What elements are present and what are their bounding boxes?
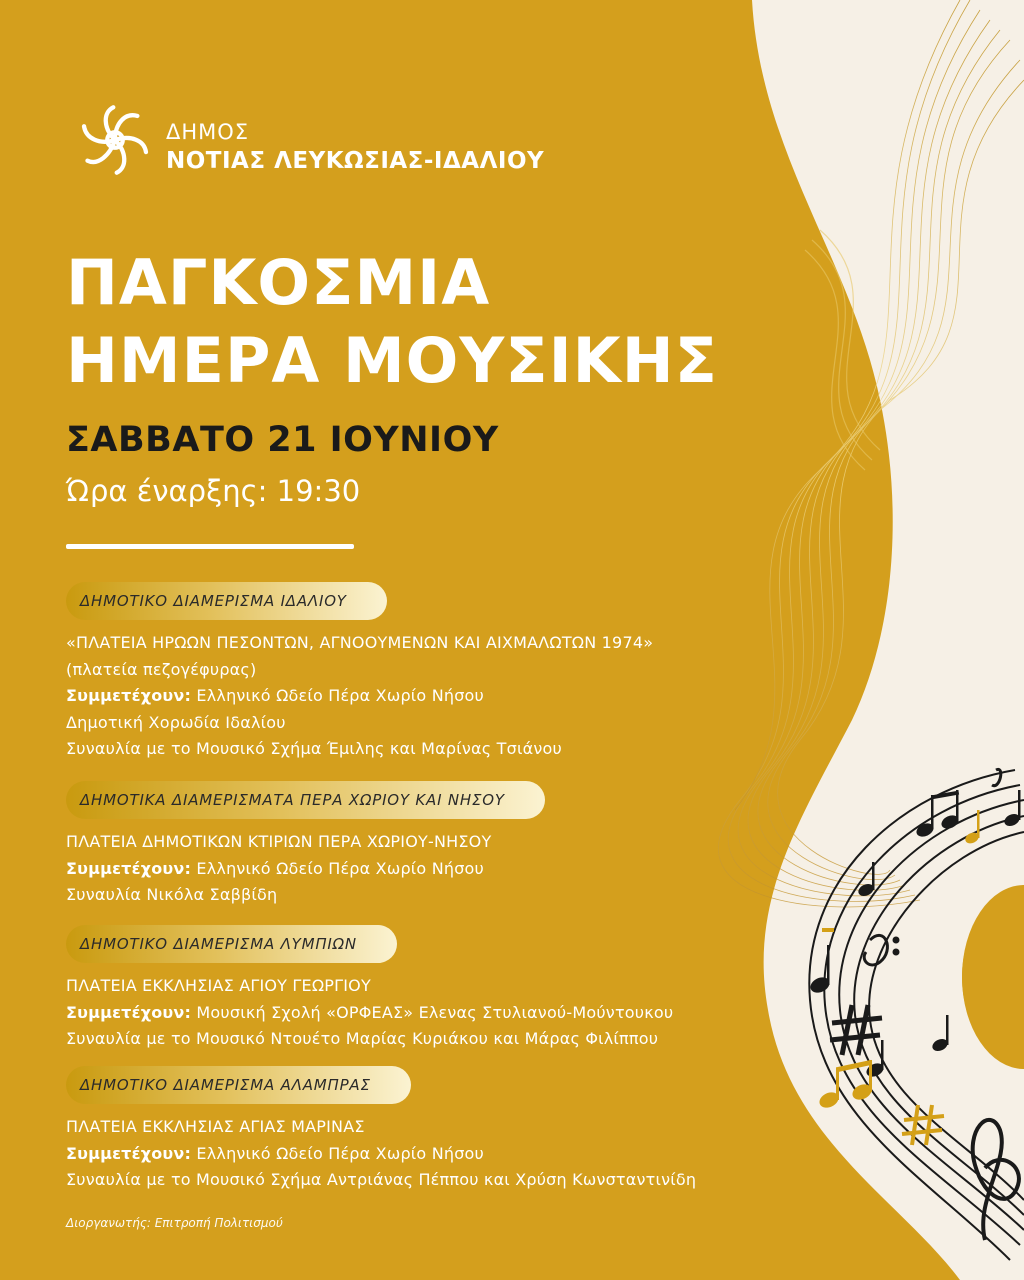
venue-name: ΠΛΑΤΕΙΑ ΕΚΚΛΗΣΙΑΣ ΑΓΙΟΥ ΓΕΩΡΓΙΟΥ xyxy=(66,976,371,995)
venue-name: ΠΛΑΤΕΙΑ ΔΗΜΟΤΙΚΩΝ ΚΤΙΡΙΩΝ ΠΕΡΑ ΧΩΡΙΟΥ-ΝΗΣΟΥ xyxy=(66,832,492,851)
extra-line: Συναυλία με το Μουσικό Ντουέτο Μαρίας Κυριάκου και Μάρας Φιλίππου xyxy=(66,1029,659,1048)
participants-label: Συμμετέχουν: xyxy=(66,686,192,705)
district-pill: ΔΗΜΟΤΙΚΟ ΔΙΑΜΕΡΙΣΜΑ ΙΔΑΛΙΟΥ xyxy=(66,582,387,620)
venue-name: «ΠΛΑΤΕΙΑ ΗΡΩΩΝ ΠΕΣΟΝΤΩΝ, ΑΓΝΟΟΥΜΕΝΩΝ ΚΑΙ ΑΙΧΜΑΛΩΤΩΝ 1974» xyxy=(66,633,654,652)
participants-value: Ελληνικό Ωδείο Πέρα Χωρίο Νήσου xyxy=(196,1143,484,1163)
event-start-time: Ώρα έναρξης: 19:30 xyxy=(66,474,361,508)
section-details xyxy=(66,829,786,909)
poster-title xyxy=(66,244,718,400)
event-date: ΣΑΒΒΑΤΟ 21 ΙΟΥΝΙΟΥ xyxy=(66,420,499,460)
participants-line xyxy=(66,683,786,710)
rosette-logo-icon xyxy=(72,97,158,183)
participants-label: Συμμετέχουν: xyxy=(66,858,192,878)
district-pill: ΔΗΜΟΤΙΚΟ ΔΙΑΜΕΡΙΣΜΑ ΑΛΑΜΠΡΑΣ xyxy=(66,1066,411,1104)
extra-line: Συναυλία με το Μουσικό Σχήμα Έμιλης και Μαρίνας Τσιάνου xyxy=(66,739,562,758)
section-lympia xyxy=(66,925,786,1053)
participants-label: Συμμετέχουν: xyxy=(66,1002,192,1022)
venue-note: (πλατεία πεζογέφυρας) xyxy=(66,659,257,679)
participants-label: Συμμετέχουν: xyxy=(66,1143,192,1163)
organization-line-2: ΝΟΤΙΑΣ ΛΕΥΚΩΣΙΑΣ-ΙΔΑΛΙΟΥ xyxy=(166,148,545,174)
extra-line: Δημοτική Χορωδία Ιδαλίου xyxy=(66,712,286,732)
section-alambra xyxy=(66,1066,786,1194)
section-pera-chorio-nisou xyxy=(66,781,786,909)
title-divider xyxy=(66,544,354,549)
participants-value: Ελληνικό Ωδείο Πέρα Χωρίο Νήσου xyxy=(196,686,484,705)
section-details xyxy=(66,973,786,1053)
participants-line xyxy=(66,1000,786,1027)
participants-value: Ελληνικό Ωδείο Πέρα Χωρίο Νήσου xyxy=(196,858,484,878)
section-details xyxy=(66,630,786,763)
extra-line: Συναυλία με το Μουσικό Σχήμα Αντριάνας Πέππου και Χρύση Κωνσταντινίδη xyxy=(66,1170,697,1189)
participants-value: Μουσική Σχολή «ΟΡΦΕΑΣ» Ελενας Στυλιανού-Μούντουκου xyxy=(196,1002,674,1022)
organizer-credit: Διοργανωτής: Επιτροπή Πολιτισμού xyxy=(66,1216,283,1230)
participants-line xyxy=(66,1141,786,1168)
district-pill: ΔΗΜΟΤΙΚΑ ΔΙΑΜΕΡΙΣΜΑΤΑ ΠΕΡΑ ΧΩΡΙΟΥ ΚΑΙ ΝΗΣΟΥ xyxy=(66,781,545,819)
section-idalion xyxy=(66,582,786,763)
title-line-1: ΠΑΓΚΟΣΜΙΑ xyxy=(66,246,491,319)
extra-line: Συναυλία Νικόλα Σαββίδη xyxy=(66,885,278,904)
district-pill: ΔΗΜΟΤΙΚΟ ΔΙΑΜΕΡΙΣΜΑ ΛΥΜΠΙΩΝ xyxy=(66,925,397,963)
organization-line-1: ΔΗΜΟΣ xyxy=(166,120,250,144)
title-line-2: ΗΜΕΡΑ ΜΟΥΣΙΚΗΣ xyxy=(66,324,718,397)
section-details xyxy=(66,1114,786,1194)
venue-name: ΠΛΑΤΕΙΑ ΕΚΚΛΗΣΙΑΣ ΑΓΙΑΣ ΜΑΡΙΝΑΣ xyxy=(66,1117,365,1136)
participants-line xyxy=(66,856,786,883)
